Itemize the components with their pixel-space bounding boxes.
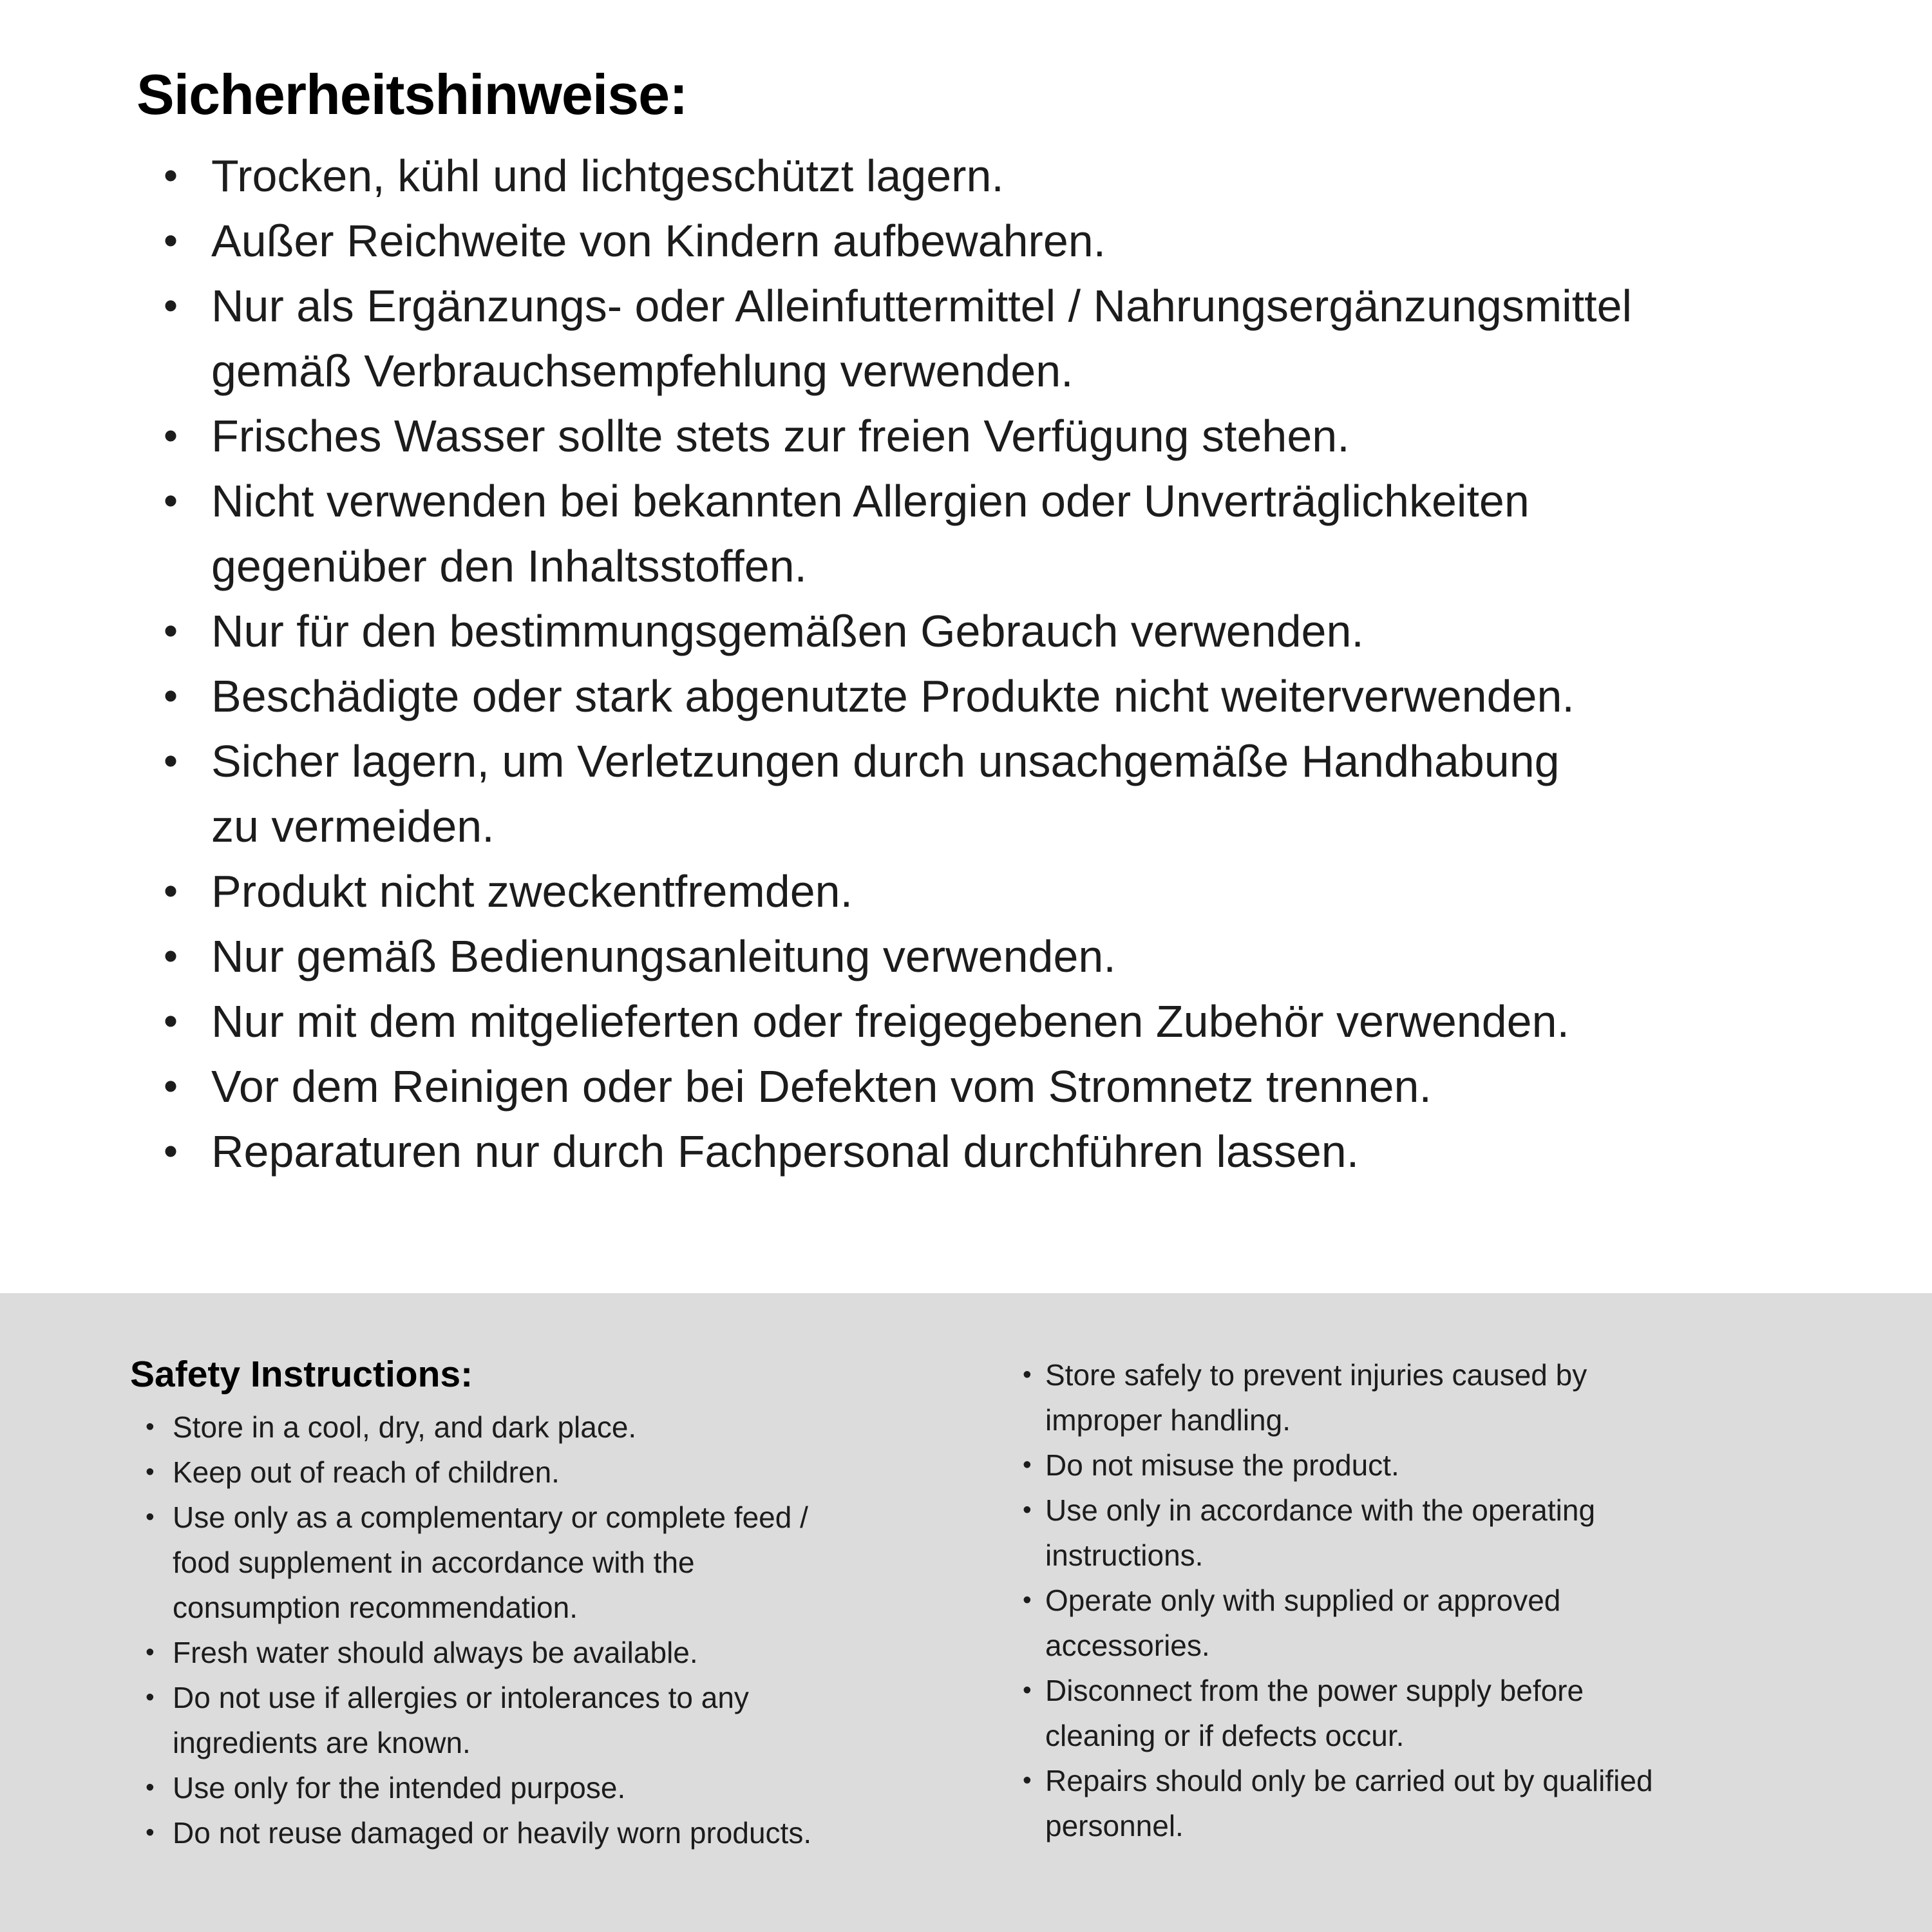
- english-right-list: [1023, 1352, 1653, 1848]
- list-item-text: Nicht verwenden bei bekannten Allergien oder Unverträglichkeiten: [211, 476, 1530, 526]
- list-item-text: improper handling.: [1045, 1403, 1291, 1437]
- list-item: [161, 664, 1632, 729]
- bullet-icon: •: [164, 478, 178, 524]
- list-item: [161, 924, 1632, 989]
- list-item-text: Disconnect from the power supply before: [1045, 1674, 1584, 1707]
- list-item-text: Sicher lagern, um Verletzungen durch unsachgemäße Handhabung: [211, 736, 1560, 786]
- list-item-text: Reparaturen nur durch Fachpersonal durchführen lassen.: [211, 1126, 1359, 1177]
- list-item-continuation: [130, 1540, 811, 1585]
- bullet-icon: •: [164, 934, 178, 979]
- bullet-icon: •: [164, 1129, 178, 1174]
- list-item-text: Do not misuse the product.: [1045, 1448, 1399, 1482]
- list-item-continuation: [130, 1585, 811, 1630]
- bullet-icon: •: [1023, 1766, 1032, 1794]
- bullet-icon: •: [1023, 1361, 1032, 1388]
- bullet-icon: •: [146, 1819, 155, 1846]
- list-item: [161, 144, 1632, 209]
- list-item-text: Fresh water should always be available.: [173, 1636, 698, 1669]
- list-item-text: consumption recommendation.: [173, 1591, 578, 1624]
- list-item: [161, 989, 1632, 1054]
- list-item-continuation: [1023, 1397, 1653, 1443]
- list-item-continuation: [161, 339, 1632, 404]
- list-item: [130, 1495, 811, 1540]
- list-item-text: Nur mit dem mitgelieferten oder freigegebenen Zubehör verwenden.: [211, 996, 1569, 1046]
- list-item: [161, 1054, 1632, 1119]
- list-item: [1023, 1668, 1653, 1713]
- list-item-text: Do not use if allergies or intolerances to any: [173, 1681, 749, 1714]
- list-item-text: personnel.: [1045, 1809, 1184, 1842]
- list-item: [1023, 1352, 1653, 1397]
- list-item-continuation: [1023, 1803, 1653, 1848]
- list-item-text: Nur als Ergänzungs- oder Alleinfuttermittel / Nahrungsergänzungsmittel: [211, 281, 1633, 331]
- list-item: [161, 1119, 1632, 1184]
- bullet-icon: •: [146, 1683, 155, 1711]
- bullet-icon: •: [164, 609, 178, 654]
- list-item-text: Außer Reichweite von Kindern aufbewahren.: [211, 216, 1106, 266]
- list-item-text: Do not reuse damaged or heavily worn products.: [173, 1816, 812, 1850]
- list-item-continuation: [161, 534, 1632, 599]
- bullet-icon: •: [1023, 1496, 1032, 1524]
- list-item-text: Use only in accordance with the operating: [1045, 1493, 1596, 1527]
- list-item: [161, 274, 1632, 339]
- list-item-text: Produkt nicht zweckentfremden.: [211, 866, 853, 916]
- list-item-text: food supplement in accordance with the: [173, 1546, 695, 1579]
- english-section-panel: [0, 1293, 1932, 1932]
- list-item-continuation: [1023, 1533, 1653, 1578]
- list-item-text: accessories.: [1045, 1629, 1210, 1662]
- list-item-text: gegenüber den Inhaltsstoffen.: [211, 541, 808, 591]
- list-item-text: Store safely to prevent injuries caused by: [1045, 1358, 1587, 1392]
- list-item-text: Store in a cool, dry, and dark place.: [173, 1410, 637, 1444]
- german-section-title: Sicherheitshinweise:: [137, 62, 688, 126]
- list-item: [161, 729, 1632, 794]
- list-item-text: Use only as a complementary or complete feed /: [173, 1501, 808, 1534]
- bullet-icon: •: [146, 1638, 155, 1666]
- list-item: [1023, 1758, 1653, 1803]
- list-item-text: Repairs should only be carried out by qualified: [1045, 1764, 1653, 1797]
- list-item: [130, 1450, 811, 1495]
- list-item: [130, 1675, 811, 1720]
- list-item-text: Keep out of reach of children.: [173, 1455, 560, 1489]
- list-item: [1023, 1488, 1653, 1533]
- list-item-text: Vor dem Reinigen oder bei Defekten vom Stromnetz trennen.: [211, 1061, 1432, 1112]
- bullet-icon: •: [164, 674, 178, 719]
- list-item: [130, 1405, 811, 1450]
- list-item: [130, 1630, 811, 1675]
- list-item-text: Nur gemäß Bedienungsanleitung verwenden.: [211, 931, 1116, 981]
- list-item: [130, 1765, 811, 1810]
- bullet-icon: •: [164, 413, 178, 459]
- list-item-continuation: [161, 794, 1632, 859]
- list-item-text: Use only for the intended purpose.: [173, 1771, 626, 1804]
- bullet-icon: •: [1023, 1451, 1032, 1479]
- bullet-icon: •: [146, 1503, 155, 1531]
- list-item-text: cleaning or if defects occur.: [1045, 1719, 1405, 1752]
- bullet-icon: •: [164, 283, 178, 328]
- german-safety-list: [161, 144, 1632, 1184]
- bullet-icon: •: [1023, 1586, 1032, 1614]
- list-item-text: Trocken, kühl und lichtgeschützt lagern.: [211, 151, 1004, 201]
- list-item-continuation: [1023, 1713, 1653, 1758]
- list-item-text: Frisches Wasser sollte stets zur freien Verfügung stehen.: [211, 411, 1350, 461]
- bullet-icon: •: [146, 1458, 155, 1486]
- bullet-icon: •: [1023, 1676, 1032, 1704]
- list-item-text: Operate only with supplied or approved: [1045, 1584, 1561, 1617]
- list-item-text: instructions.: [1045, 1539, 1204, 1572]
- list-item: [161, 859, 1632, 924]
- list-item-text: ingredients are known.: [173, 1726, 471, 1759]
- english-left-list: [130, 1405, 811, 1855]
- bullet-icon: •: [164, 153, 178, 198]
- list-item: [1023, 1443, 1653, 1488]
- list-item: [161, 209, 1632, 274]
- list-item-text: gemäß Verbrauchsempfehlung verwenden.: [211, 346, 1074, 396]
- english-section-title: Safety Instructions:: [130, 1354, 473, 1395]
- list-item: [161, 599, 1632, 664]
- bullet-icon: •: [164, 1064, 178, 1109]
- list-item-continuation: [1023, 1623, 1653, 1668]
- bullet-icon: •: [164, 739, 178, 784]
- bullet-icon: •: [164, 869, 178, 914]
- bullet-icon: •: [164, 999, 178, 1044]
- list-item: [130, 1810, 811, 1855]
- list-item: [161, 469, 1632, 534]
- list-item-text: Beschädigte oder stark abgenutzte Produkte nicht weiterverwenden.: [211, 671, 1575, 721]
- english-left-column: [130, 1352, 811, 1855]
- list-item-continuation: [130, 1720, 811, 1765]
- english-right-column: [1023, 1352, 1653, 1848]
- list-item: [1023, 1578, 1653, 1623]
- list-item-text: zu vermeiden.: [211, 801, 495, 851]
- list-item-text: Nur für den bestimmungsgemäßen Gebrauch verwenden.: [211, 606, 1364, 656]
- list-item: [161, 404, 1632, 469]
- bullet-icon: •: [164, 218, 178, 263]
- bullet-icon: •: [146, 1413, 155, 1441]
- bullet-icon: •: [146, 1774, 155, 1801]
